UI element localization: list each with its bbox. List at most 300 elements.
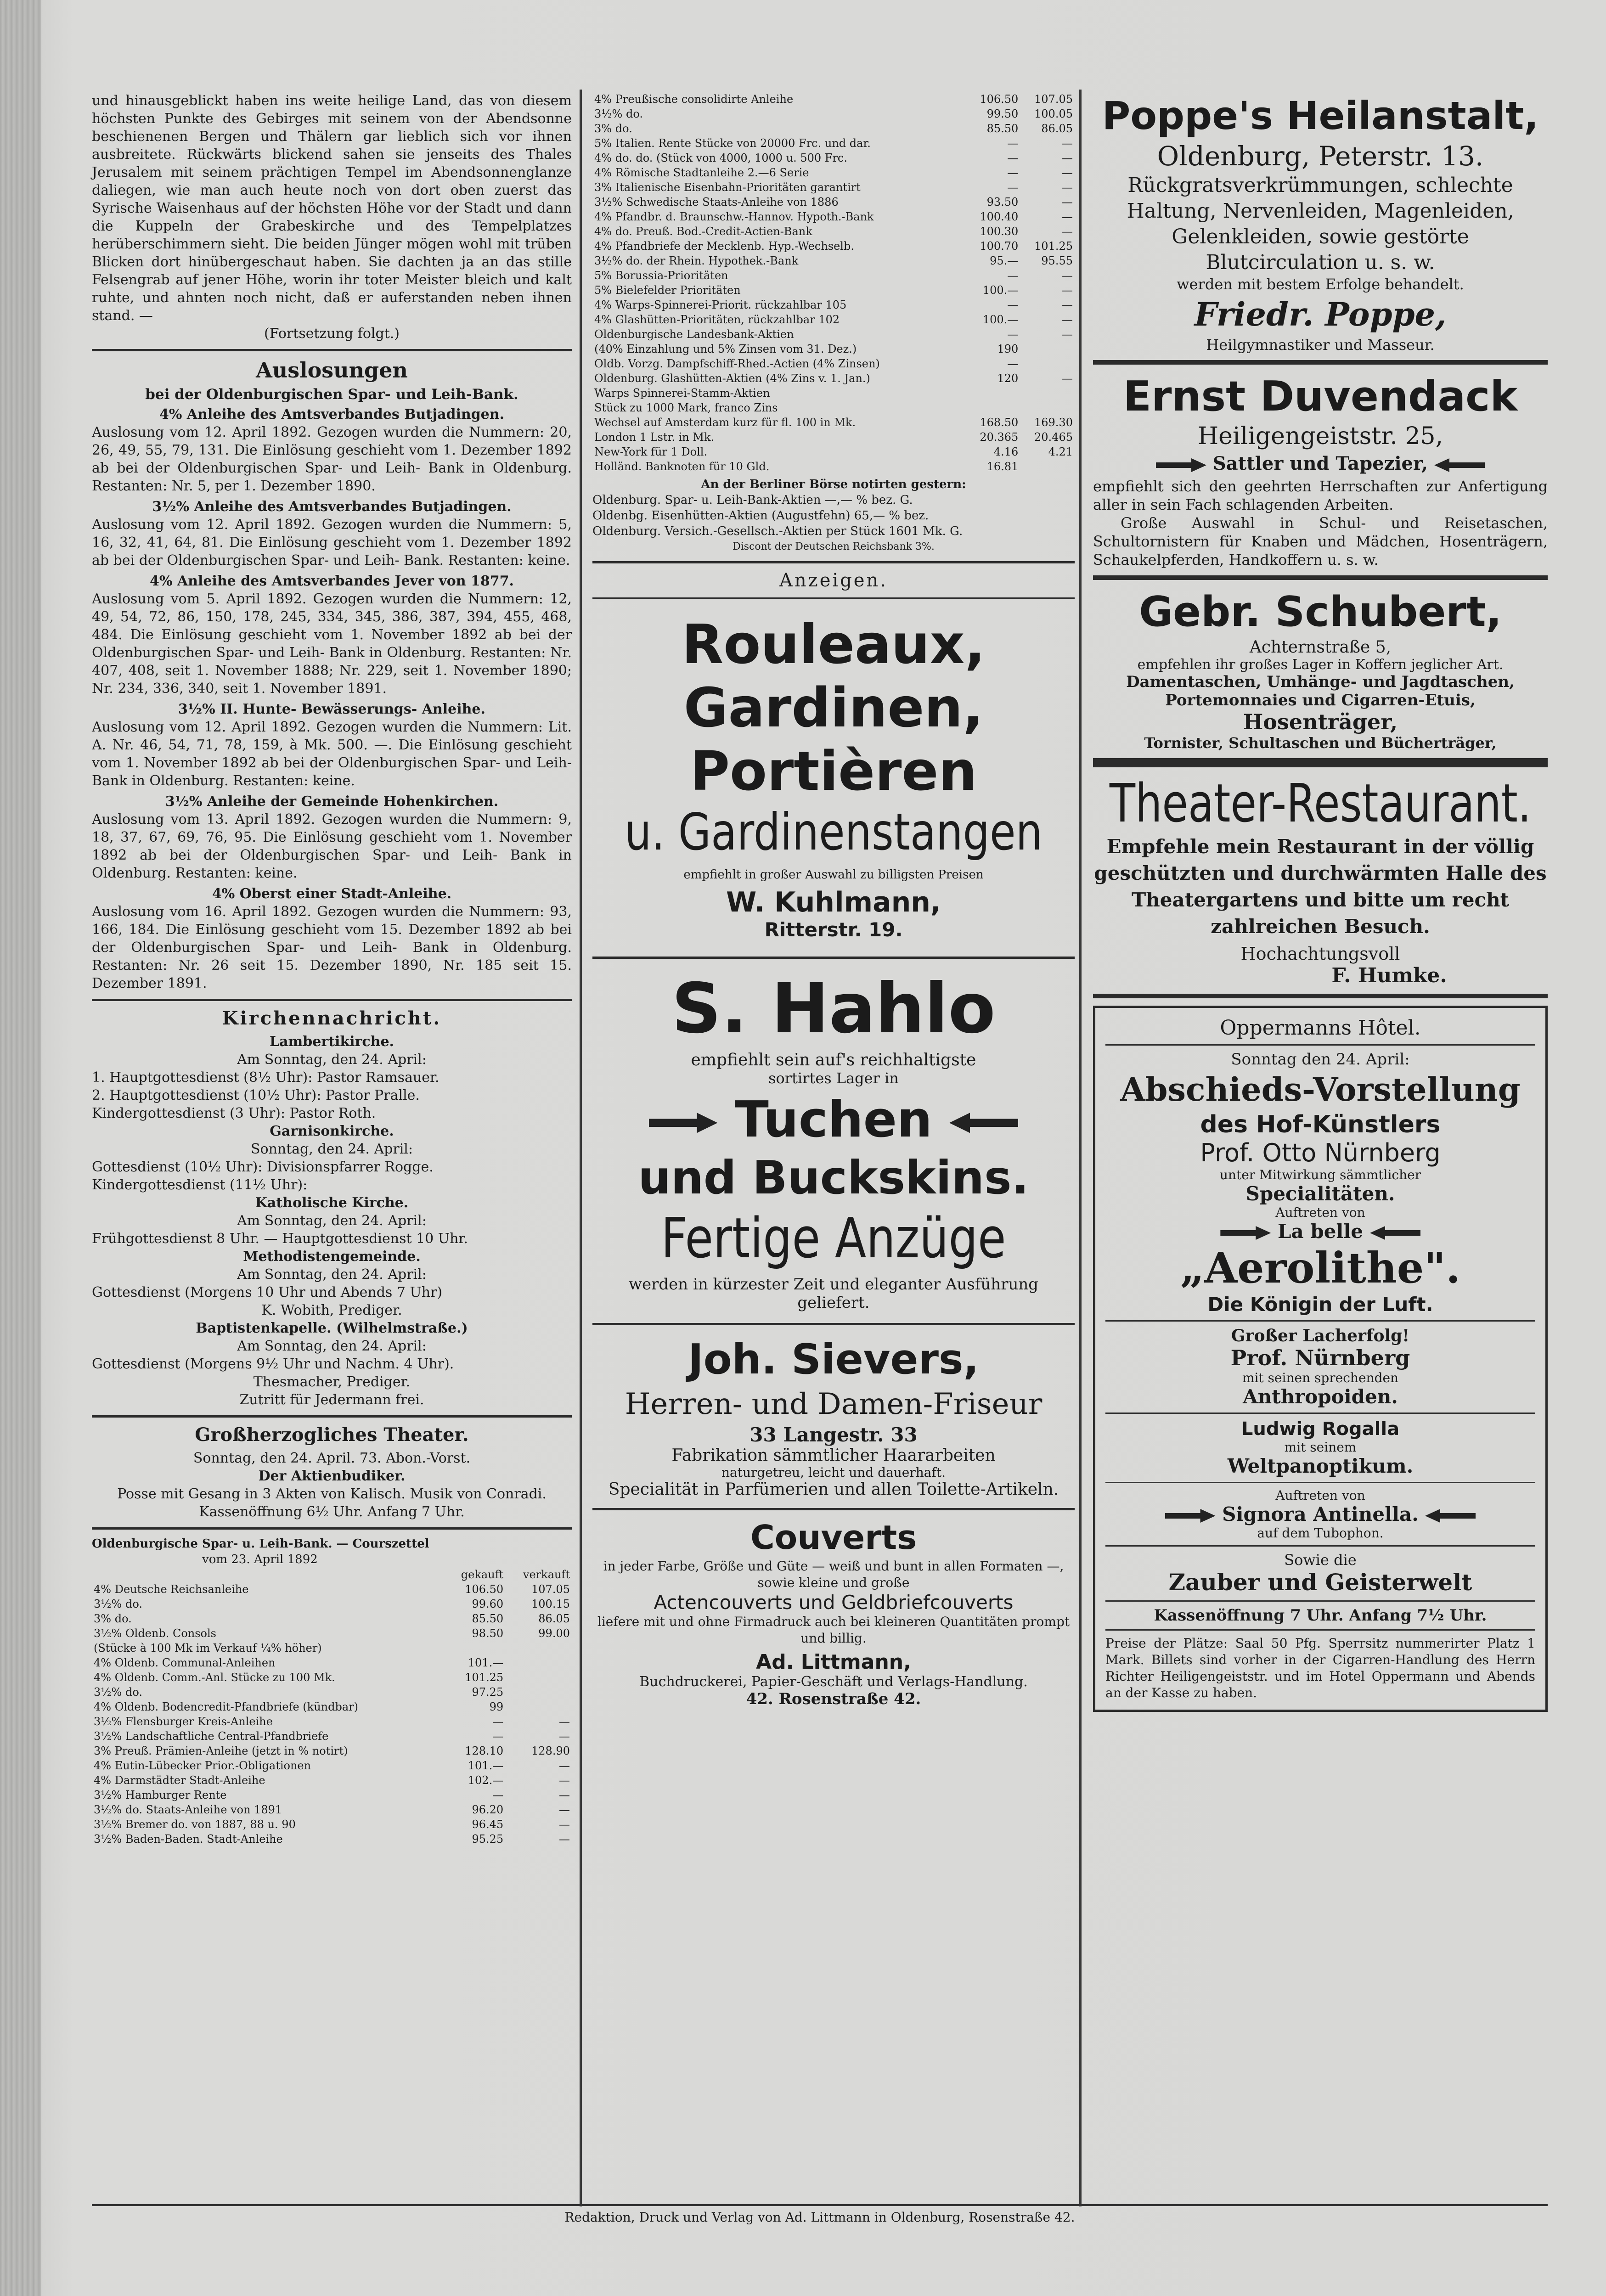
- duvendack-address: Heiligengeiststr. 25,: [1197, 422, 1443, 450]
- table-cell: —: [1007, 298, 1019, 311]
- table-cell: 99.00: [538, 1627, 570, 1640]
- oppermann-l16: Weltpanoptikum.: [1227, 1455, 1414, 1477]
- ad-sievers: [592, 1332, 1075, 1502]
- table-cell: 99: [489, 1700, 504, 1713]
- oppermann-l15: mit seinem: [1284, 1440, 1357, 1455]
- table-cell: [445, 1641, 505, 1655]
- divider: [1093, 575, 1548, 580]
- table-cell: 95.25: [472, 1833, 504, 1846]
- column-header: gekauft: [461, 1568, 504, 1581]
- schubert-address: Achternstraße 5,: [1249, 638, 1392, 657]
- table-cell: 120: [997, 372, 1019, 385]
- table-row: [592, 136, 1075, 151]
- table-cell: 100.—: [982, 284, 1019, 297]
- table-row: [92, 1699, 572, 1714]
- church-line: Zutritt für Jedermann frei.: [239, 1392, 424, 1408]
- oppermann-l13: Anthropoiden.: [1243, 1385, 1398, 1408]
- table-cell: —: [1062, 372, 1073, 385]
- oppermann-date: Sonntag den 24. April:: [1231, 1050, 1410, 1069]
- pointing-hand-icon: [1425, 1509, 1476, 1523]
- ad-hahlo: [592, 965, 1075, 1317]
- loan-text: Auslosung vom 12. April 1892. Gezogen wurden die Nummern: 5, 16, 32, 41, 64, 81. Die Einlösung geschieht vom 1. Dezember 1892 ab bei der Oldenburgischen Spar- und Leih- Bank. Restanten: keine.: [92, 517, 572, 568]
- table-row: [92, 1597, 572, 1611]
- divider: [92, 349, 572, 351]
- divider: [1093, 360, 1548, 365]
- table-cell: —: [1007, 181, 1019, 194]
- table-cell: 4% Römische Stadtanleihe 2.—6 Serie: [594, 166, 809, 179]
- table-row: [592, 209, 1075, 224]
- church-line: Gottesdienst (10½ Uhr): Divisionspfarrer Rogge.: [92, 1159, 434, 1175]
- ad-duvendack: [1093, 371, 1548, 569]
- table-cell: [505, 1641, 572, 1655]
- table-cell: 4% Warps-Spinnerei-Priorit. rückzahlbar 105: [594, 298, 847, 311]
- oppermann-l20: Sowie die: [1284, 1551, 1357, 1569]
- table-row: [592, 268, 1075, 283]
- table-row: [92, 1788, 572, 1802]
- loan-text: Auslosung vom 12. April 1892. Gezogen wurden die Nummern: 20, 26, 49, 55, 79, 131. Die Einlösung geschieht vom 1. Dezember 1892 ab bei der Oldenburgischen Spar- und Leih- Bank in Oldenburg. Restanten: Nr. 5, per 1. Dezember 1890.: [92, 424, 572, 494]
- loan-text: Auslosung vom 12. April 1892. Gezogen wurden die Nummern: Lit. A. Nr. 46, 54, 71, 78, 159, à Mk. 500. —. Die Einlösung geschieht vom 1. November 1892 ab bei der Oldenburgischen Spar- und Leih- Bank in Oldenburg. Restanten: keine.: [92, 719, 572, 789]
- table-row: [592, 239, 1075, 253]
- table-cell: Stück zu 1000 Mark, franco Zins: [594, 401, 778, 414]
- divider: [1105, 1600, 1535, 1602]
- table-row: [592, 445, 1075, 459]
- table-cell: 128.10: [465, 1745, 504, 1757]
- table-row: [92, 1714, 572, 1729]
- oppermann-l9: Die Königin der Luft.: [1207, 1293, 1433, 1316]
- littmann-text-3: liefere mit und ohne Firmadruck auch bei kleineren Quantitäten prompt und billig.: [597, 1614, 1070, 1646]
- ad-schubert: [1093, 586, 1548, 752]
- table-cell: 98.50: [472, 1627, 504, 1640]
- table-cell: 5% Italien. Rente Stücke von 20000 Frc. und dar.: [594, 137, 871, 150]
- sievers-text-2: naturgetreu, leicht und dauerhaft.: [721, 1465, 946, 1480]
- schubert-text-4: Hosenträger,: [1243, 709, 1398, 734]
- oppermann-l11: Prof. Nürnberg: [1230, 1345, 1410, 1370]
- berlin-line: Oldenburg. Spar- u. Leih-Bank-Aktien —,— % bez. G.: [592, 493, 913, 507]
- table-cell: 3½% Bremer do. von 1887, 88 u. 90: [94, 1818, 296, 1831]
- schubert-text-1: empfehlen ihr großes Lager in Koffern jeglicher Art.: [1137, 657, 1504, 673]
- table-row: [592, 371, 1075, 386]
- table-cell: 86.05: [1041, 122, 1073, 135]
- table-cell: 3½% Oldenb. Consols: [94, 1627, 216, 1640]
- table-row: [592, 386, 1075, 400]
- oppermann-l4: unter Mitwirkung sämmtlicher: [1219, 1167, 1421, 1182]
- table-cell: 168.50: [980, 416, 1019, 429]
- table-row: [92, 1758, 572, 1773]
- column-rule: [580, 90, 582, 2206]
- divider: [92, 999, 572, 1001]
- sievers-text-3: Specialität in Parfümerien und allen Toilette-Artikeln.: [608, 1480, 1059, 1499]
- church-line: Am Sonntag, den 24. April:: [237, 1338, 427, 1354]
- table-cell: —: [1062, 166, 1073, 179]
- sievers-text-1: Fabrikation sämmtlicher Haararbeiten: [671, 1446, 996, 1465]
- table-row: [592, 356, 1075, 371]
- church-title: Kirchennachricht.: [222, 1007, 442, 1029]
- table-cell: —: [1007, 269, 1019, 282]
- divider: [592, 1508, 1075, 1510]
- ad-poppe: [1093, 92, 1548, 354]
- table-row: [592, 121, 1075, 136]
- bank-date: vom 23. April 1892: [202, 1553, 318, 1566]
- table-cell: 100.40: [980, 210, 1019, 223]
- stock-table: [592, 92, 1075, 474]
- table-cell: —: [492, 1715, 504, 1728]
- restaurant-greeting: Hochachtungsvoll: [1240, 944, 1400, 964]
- hahlo-name: S. Hahlo: [671, 969, 996, 1049]
- sievers-address: 33 Langestr. 33: [749, 1424, 918, 1446]
- hahlo-text-1: empfiehlt sein auf's reichhaltigste: [691, 1051, 976, 1069]
- table-cell: 4% Pfandbriefe der Mecklenb. Hyp.-Wechselb.: [594, 240, 854, 253]
- church-line: Am Sonntag, den 24. April:: [237, 1266, 427, 1283]
- table-row: [592, 342, 1075, 356]
- divider: [592, 957, 1075, 959]
- table-cell: 95.55: [1041, 254, 1073, 267]
- table-cell: [1020, 459, 1075, 474]
- table-row: [92, 1802, 572, 1817]
- divider: [1105, 1412, 1535, 1414]
- table-cell: —: [1062, 137, 1073, 150]
- table-cell: 102.—: [468, 1774, 504, 1787]
- poppe-title: Poppe's Heilanstalt,: [1102, 93, 1539, 138]
- loan-heading: 3½% Anleihe der Gemeinde Hohenkirchen.: [165, 793, 499, 810]
- oppermann-l12: mit seinen sprechenden: [1242, 1370, 1399, 1385]
- table-cell: —: [1062, 152, 1073, 164]
- story-continued: (Fortsetzung folgt.): [264, 326, 400, 342]
- pointing-hand-icon: [1434, 458, 1485, 472]
- table-cell: 16.81: [986, 460, 1019, 473]
- table-cell: 3½% Baden-Baden. Stadt-Anleihe: [94, 1833, 283, 1846]
- table-cell: —: [1007, 328, 1019, 341]
- table-row: [592, 459, 1075, 474]
- loan-heading: 4% Anleihe des Amtsverbandes Butjadingen.: [159, 406, 505, 422]
- theater-line: Posse mit Gesang in 3 Akten von Kalisch. Musik von Conradi.: [117, 1486, 547, 1502]
- table-cell: 3½% Schwedische Staats-Anleihe von 1886: [594, 196, 839, 208]
- table-cell: —: [559, 1730, 570, 1743]
- oppermann-l18: Signora Antinella.: [1222, 1503, 1419, 1525]
- table-cell: 106.50: [980, 93, 1019, 106]
- berlin-line: Discont der Deutschen Reichsbank 3%.: [733, 541, 935, 552]
- table-cell: 93.50: [986, 196, 1019, 208]
- table-row: [592, 195, 1075, 209]
- table-row: [92, 1582, 572, 1597]
- hahlo-anzuege: Fertige Anzüge: [661, 1206, 1006, 1271]
- church-line: Sonntag, den 24. April:: [250, 1141, 413, 1157]
- imprint: Redaktion, Druck und Verlag von Ad. Littmann in Oldenburg, Rosenstraße 42.: [564, 2210, 1075, 2225]
- table-cell: 100.30: [980, 225, 1019, 238]
- church-line: Katholische Kirche.: [255, 1195, 409, 1211]
- table-cell: 20.365: [980, 431, 1019, 444]
- restaurant-title: Theater-Restaurant.: [1109, 772, 1532, 834]
- littmann-text-2: Actencouverts und Geldbriefcouverts: [654, 1591, 1014, 1614]
- table-cell: 3% do.: [94, 1612, 132, 1625]
- table-row: [592, 253, 1075, 268]
- table-cell: [1020, 356, 1075, 371]
- table-cell: Oldenburgische Landesbank-Aktien: [594, 328, 794, 341]
- table-cell: —: [1062, 313, 1073, 326]
- table-cell: [1020, 386, 1075, 400]
- oppermann-l2: des Hof-Künstlers: [1200, 1111, 1441, 1138]
- table-cell: —: [1062, 181, 1073, 194]
- bank-table: [92, 1567, 572, 1846]
- oppermann-l14: Ludwig Rogalla: [1241, 1418, 1400, 1440]
- table-cell: —: [559, 1818, 570, 1831]
- column-rule: [1079, 90, 1082, 2206]
- berlin-line: Oldenbg. Eisenhütten-Aktien (Augustfehn) 65,— % bez.: [592, 509, 929, 523]
- table-cell: 107.05: [1034, 93, 1073, 106]
- table-cell: 4% Eutin-Lübecker Prior.-Obligationen: [94, 1759, 311, 1772]
- table-cell: 100.70: [980, 240, 1019, 253]
- kuhlmann-gardinen: Gardinen,: [683, 676, 984, 739]
- duvendack-text-1: empfiehlt sich den geehrten Herrschaften zur Anfertigung aller in sein Fach schlagenden Arbeiten.: [1093, 478, 1548, 513]
- table-cell: 3% do.: [594, 122, 632, 135]
- table-cell: 85.50: [986, 122, 1019, 135]
- table-cell: London 1 Lstr. in Mk.: [594, 431, 715, 444]
- table-cell: —: [1007, 137, 1019, 150]
- table-cell: 4% Glashütten-Prioritäten, rückzahlbar 102: [594, 313, 840, 326]
- table-row: [592, 180, 1075, 195]
- table-row: [592, 92, 1075, 107]
- divider: [92, 1527, 572, 1530]
- table-row: [592, 312, 1075, 327]
- column-middle: [592, 92, 1075, 1708]
- oppermann-l10: Großer Lacherfolg!: [1231, 1326, 1410, 1345]
- table-cell: Oldenburg. Glashütten-Aktien (4% Zins v. 1. Jan.): [594, 372, 870, 385]
- footer-rule: [92, 2204, 1548, 2206]
- church-line: K. Wobith, Prediger.: [261, 1302, 402, 1318]
- table-cell: 3½% do.: [94, 1598, 142, 1610]
- hahlo-tuchen: Tuchen: [735, 1091, 932, 1148]
- pointing-hand-icon: [1165, 1509, 1216, 1523]
- sievers-name: Joh. Sievers,: [688, 1335, 979, 1384]
- table-cell: [505, 1670, 572, 1685]
- table-cell: Wechsel auf Amsterdam kurz für fl. 100 in Mk.: [594, 416, 856, 429]
- church-line: Garnisonkirche.: [270, 1123, 394, 1139]
- oppermann-l21: Zauber und Geisterwelt: [1168, 1569, 1472, 1596]
- table-row: [92, 1655, 572, 1670]
- table-cell: 5% Bielefelder Prioritäten: [594, 284, 741, 297]
- oppermann-l8: „Aerolithe".: [1180, 1243, 1461, 1293]
- divider: [592, 561, 1075, 563]
- duvendack-text-2: Große Auswahl in Schul- und Reisetaschen, Schultornistern für Knaben und Mädchen, Hosenträgern, Schaukelpferden, Handkoffern u. s. w.: [1093, 514, 1548, 568]
- divider: [92, 1415, 572, 1418]
- story-text: und hinausgeblickt haben ins weite heilige Land, das von diesem höchsten Punkte des Gebirges mit seinem von der Abendsonne beschienenen Bergen und Thälern gar lieblich sich vor ihnen ausbreitete. Rückwärts blickend sahen sie jenseits des Thales Jerusalem mit seinem prächtigen Tempel im Abendsonnenglanze daliegen, wie man auch heute noch von dort oben zuerst das Syrische Waisenhaus auf der höchsten Höhe vor der Stadt und dann die Kuppeln der Grabeskirche und des Tempelplatzes herüberschimmern sieht. Die beiden Jünger mögen wohl mit trüben Blicken dort hinübergeschaut haben. Sie dachten ja an das stille Felsengrab auf jener Höhe, worin ihr toter Meister bleich und kalt ruhte, und ahnten noch nicht, daß er auferstanden neben ihnen stand. —: [92, 93, 572, 324]
- divider: [1105, 1320, 1535, 1322]
- table-cell: 95.—: [990, 254, 1019, 267]
- table-cell: 106.50: [465, 1583, 504, 1596]
- table-cell: —: [1062, 269, 1073, 282]
- column-header: verkauft: [523, 1568, 570, 1581]
- table-row: [92, 1685, 572, 1699]
- table-cell: 3½% do. Staats-Anleihe von 1891: [94, 1803, 282, 1816]
- table-row: [92, 1641, 572, 1655]
- hahlo-text-2: sortirtes Lager in: [768, 1069, 899, 1087]
- table-cell: 100.—: [982, 313, 1019, 326]
- table-row: [592, 327, 1075, 342]
- table-cell: —: [1007, 152, 1019, 164]
- pointing-hand-icon: [949, 1113, 1018, 1133]
- duvendack-title: Ernst Duvendack: [1123, 372, 1518, 421]
- divider: [592, 1323, 1075, 1325]
- table-cell: 100.15: [531, 1598, 570, 1610]
- poppe-role: Heilgymnastiker und Masseur.: [1206, 336, 1435, 354]
- oppermann-l17: Auftreten von: [1275, 1488, 1365, 1503]
- table-cell: —: [559, 1833, 570, 1846]
- schubert-text-5: Tornister, Schultaschen und Bücherträger,: [1144, 734, 1497, 752]
- table-cell: —: [492, 1730, 504, 1743]
- pointing-hand-icon: [649, 1113, 718, 1133]
- hahlo-text-3: werden in kürzester Zeit und eleganter Ausführung geliefert.: [628, 1275, 1039, 1312]
- table-cell: 4.21: [1048, 445, 1073, 458]
- table-cell: [966, 386, 1020, 400]
- oppermann-prices: Preise der Plätze: Saal 50 Pfg. Sperrsitz nummerirter Platz 1 Mark. Billets sind vorher in der Cigarren-Handlung des Herrn Richter Heiligengeiststr. und im Hotel Oppermann und Abends an der Kasse zu haben.: [1105, 1636, 1535, 1700]
- table-cell: 86.05: [538, 1612, 570, 1625]
- binding-edge: [0, 0, 41, 2296]
- table-cell: —: [492, 1789, 504, 1801]
- table-cell: 5% Borussia-Prioritäten: [594, 269, 728, 282]
- schubert-title: Gebr. Schubert,: [1139, 588, 1502, 636]
- loan-heading: 4% Anleihe des Amtsverbandes Jever von 1877.: [150, 573, 514, 589]
- table-cell: 100.05: [1034, 107, 1073, 120]
- table-cell: 20.465: [1034, 431, 1073, 444]
- table-cell: 4% Deutsche Reichsanleihe: [94, 1583, 249, 1596]
- littmann-head: Couverts: [750, 1518, 917, 1557]
- table-cell: —: [559, 1774, 570, 1787]
- table-cell: 96.45: [472, 1818, 504, 1831]
- table-row: [92, 1626, 572, 1641]
- table-cell: 97.25: [472, 1686, 504, 1699]
- table-cell: 3½% do.: [94, 1686, 142, 1699]
- littmann-name: Ad. Littmann,: [756, 1650, 911, 1674]
- anzeigen-heading: Anzeigen.: [779, 570, 888, 591]
- divider: [1105, 1545, 1535, 1547]
- table-cell: 99.50: [986, 107, 1019, 120]
- bank-heading: Oldenburgische Spar- u. Leih-Bank. — Courszettel: [92, 1537, 429, 1551]
- table-cell: 3½% Flensburger Kreis-Anleihe: [94, 1715, 273, 1728]
- ad-littmann: [592, 1517, 1075, 1708]
- berlin-line: Oldenburg. Versich.-Gesellsch.-Aktien per Stück 1601 Mk. G.: [592, 524, 963, 538]
- kuhlmann-text: empfiehlt in großer Auswahl zu billigsten Preisen: [683, 868, 984, 882]
- kuhlmann-address: Ritterstr. 19.: [764, 918, 903, 941]
- table-cell: 4% Darmstädter Stadt-Anleihe: [94, 1774, 265, 1787]
- church-line: Baptistenkapelle. (Wilhelmstraße.): [196, 1320, 468, 1336]
- ad-oppermann: [1093, 1006, 1548, 1712]
- church-line: Gottesdienst (Morgens 10 Uhr und Abends 7 Uhr): [92, 1284, 443, 1300]
- table-cell: 99.60: [472, 1598, 504, 1610]
- oppermann-title: Oppermanns Hôtel.: [1220, 1016, 1421, 1040]
- table-cell: 101.—: [468, 1759, 504, 1772]
- auslosungen-title: Auslosungen: [256, 358, 408, 383]
- loan-text: Auslosung vom 13. April 1892. Gezogen wurden die Nummern: 9, 18, 37, 67, 69, 76, 95. Die Einlösung geschieht vom 1. November 1892 ab bei der Oldenburgischen Spar- und Leih- Bank in Oldenburg. Restanten: keine.: [92, 811, 572, 881]
- kuhlmann-stangen: u. Gardinenstangen: [625, 803, 1042, 862]
- table-cell: 3½% do. der Rhein. Hypothek.-Bank: [594, 254, 799, 267]
- table-cell: —: [559, 1789, 570, 1801]
- table-cell: 3% Italienische Eisenbahn-Prioritäten garantirt: [594, 181, 861, 194]
- table-row: [592, 430, 1075, 445]
- duvendack-trade: Sattler und Tapezier,: [1212, 453, 1428, 474]
- oppermann-l7: La belle: [1277, 1220, 1364, 1243]
- divider: [1105, 1044, 1535, 1046]
- table-row: [92, 1729, 572, 1744]
- sievers-trade: Herren- und Damen-Friseur: [625, 1387, 1042, 1421]
- table-cell: (Stücke à 100 Mk im Verkauf ¼% höher): [94, 1642, 322, 1654]
- table-cell: [1020, 400, 1075, 415]
- church-line: Frühgottesdienst 8 Uhr. — Hauptgottesdienst 10 Uhr.: [92, 1231, 468, 1247]
- schubert-text-2: Damentaschen, Umhänge- und Jagdtaschen,: [1126, 673, 1515, 691]
- table-cell: 96.20: [472, 1803, 504, 1816]
- table-cell: 4% Oldenb. Bodencredit-Pfandbriefe (kündbar): [94, 1700, 358, 1713]
- oppermann-l6: Auftreten von: [1275, 1205, 1365, 1220]
- table-cell: 107.05: [531, 1583, 570, 1596]
- loan-heading: 3½% Anleihe des Amtsverbandes Butjadingen.: [152, 499, 512, 515]
- table-cell: 4% do. Preuß. Bod.-Credit-Actien-Bank: [594, 225, 812, 238]
- table-row: [92, 1832, 572, 1846]
- table-cell: New-York für 1 Doll.: [594, 445, 708, 458]
- loan-text: Auslosung vom 5. April 1892. Gezogen wurden die Nummern: 12, 49, 54, 72, 86, 150, 178, 245, 334, 345, 386, 387, 394, 455, 468, 484. Die Einlösung geschieht vom 1. November 1892 ab bei der Oldenburgischen Spar- und Leih- Bank in Oldenburg. Restanten: Nr. 407, 408, seit 1. November 1888; Nr. 229, seit 1. November 1890; Nr. 234, 336, 340, seit 1. November 1891.: [92, 591, 572, 697]
- table-row: [92, 1611, 572, 1626]
- poppe-name: Friedr. Poppe,: [1194, 295, 1447, 333]
- littmann-text-1: in jeder Farbe, Größe und Güte — weiß und bunt in allen Formaten —, sowie kleine und große: [603, 1559, 1064, 1590]
- oppermann-l1: Abschieds-Vorstellung: [1120, 1070, 1521, 1109]
- table-cell: 190: [997, 343, 1019, 355]
- church-line: Am Sonntag, den 24. April:: [237, 1213, 427, 1229]
- pointing-hand-icon: [1156, 458, 1206, 472]
- table-cell: 4% Oldenb. Comm.-Anl. Stücke zu 100 Mk.: [94, 1671, 335, 1684]
- church-line: 2. Hauptgottesdienst (10½ Uhr): Pastor Pralle.: [92, 1087, 420, 1103]
- theater-title: Großherzogliches Theater.: [195, 1424, 469, 1446]
- oppermann-l3: Prof. Otto Nürnberg: [1200, 1138, 1441, 1167]
- column-left: [92, 92, 572, 1846]
- loan-list: [92, 405, 572, 992]
- column-right: [1093, 92, 1548, 1712]
- table-cell: —: [559, 1759, 570, 1772]
- poppe-text-2: werden mit bestem Erfolge behandelt.: [1177, 276, 1464, 293]
- table-cell: 101.25: [465, 1671, 504, 1684]
- table-cell: 4% Pfandbr. d. Braunschw.-Hannov. Hypoth.-Bank: [594, 210, 874, 223]
- table-row: [92, 1817, 572, 1832]
- table-cell: 101.25: [1034, 240, 1073, 253]
- table-cell: (40% Einzahlung und 5% Zinsen vom 31. Dez.): [594, 343, 857, 355]
- table-cell: —: [559, 1715, 570, 1728]
- church-line: Kindergottesdienst (11½ Uhr):: [92, 1177, 308, 1193]
- table-cell: —: [1062, 328, 1073, 341]
- table-cell: 3½% Hamburger Rente: [94, 1789, 227, 1801]
- theater-list: [92, 1449, 572, 1521]
- divider: [1105, 1482, 1535, 1483]
- church-line: Lambertikirche.: [270, 1034, 394, 1050]
- church-line: Am Sonntag, den 24. April:: [237, 1052, 427, 1068]
- theater-line: Der Aktienbudiker.: [258, 1468, 406, 1484]
- church-list: [92, 1033, 572, 1409]
- column-header: [92, 1567, 445, 1582]
- berlin-list: [592, 492, 1075, 555]
- littmann-address: 42. Rosenstraße 42.: [746, 1690, 921, 1708]
- table-cell: —: [1062, 298, 1073, 311]
- hahlo-buckskins: und Buckskins.: [638, 1151, 1029, 1204]
- poppe-address: Oldenburg, Peterstr. 13.: [1157, 141, 1484, 172]
- table-row: [592, 165, 1075, 180]
- table-cell: —: [1062, 210, 1073, 223]
- theater-line: Kassenöffnung 6½ Uhr. Anfang 7 Uhr.: [199, 1504, 465, 1520]
- table-cell: [505, 1685, 572, 1699]
- church-line: 1. Hauptgottesdienst (8½ Uhr): Pastor Ramsauer.: [92, 1069, 440, 1086]
- poppe-text: Rückgratsverkrümmungen, schlechte Haltung, Nervenleiden, Magenleiden, Gelenkleiden, sowie gestörte Blutcirculation u. s. w.: [1127, 174, 1514, 274]
- table-cell: 4% do. do. (Stück von 4000, 1000 u. 500 Frc.: [594, 152, 848, 164]
- theater-line: Sonntag, den 24. April. 73. Abon.-Vorst.: [193, 1450, 471, 1466]
- divider: [592, 597, 1075, 599]
- table-cell: —: [1062, 196, 1073, 208]
- table-row: [592, 107, 1075, 121]
- table-cell: 85.50: [472, 1612, 504, 1625]
- table-row: [592, 283, 1075, 298]
